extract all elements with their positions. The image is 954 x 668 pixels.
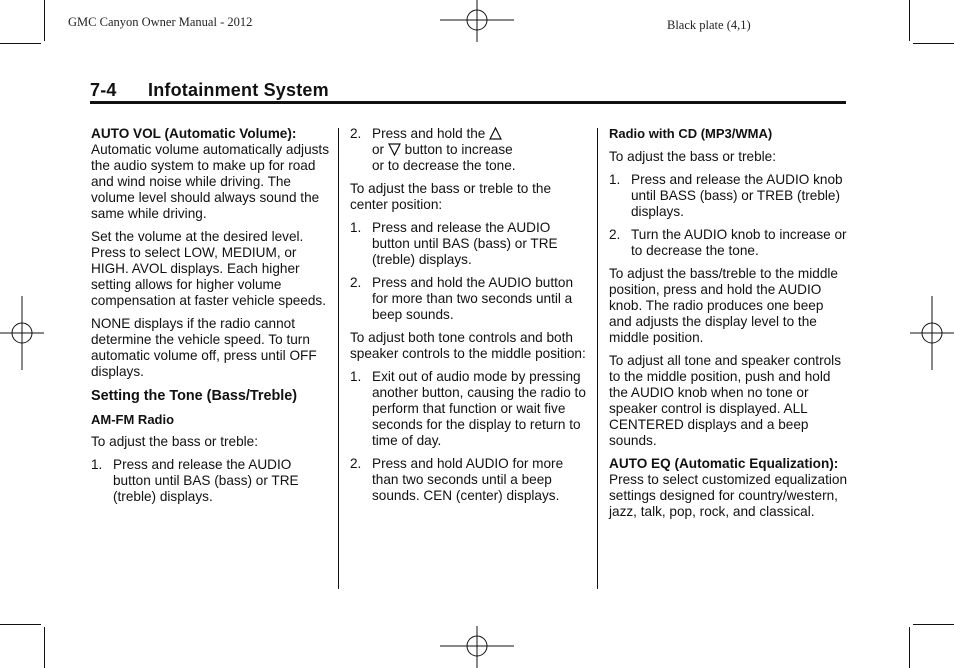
list-item: 2. Press and hold the AUDIO button for more than two seconds until a beep sounds. [350, 275, 574, 322]
manual-title: GMC Canyon Owner Manual - 2012 [68, 15, 253, 29]
crop-mark-br-v [909, 627, 910, 668]
cd-heading: Radio with CD (MP3/WMA) [609, 126, 773, 141]
list-item: 2. Press and hold the or button to increase or to decrease the tone. [350, 126, 516, 173]
middle-steps [350, 369, 588, 504]
crop-mark-tr-v [909, 0, 910, 41]
list-item: 1. Press and release the AUDIO button until BAS (bass) or TRE (treble) displays. [91, 457, 299, 504]
autoeq-paragraph [609, 456, 849, 520]
section-heading [90, 80, 329, 101]
cd-all-center-paragraph: To adjust all tone and speaker controls to the middle position, push and hold the AUDIO knob when no tone or speaker control is displayed. ALL CENTERED displays and a beep sounds. [609, 353, 841, 448]
section-number: 7-4 [90, 80, 117, 100]
section-title: Infotainment System [148, 80, 329, 100]
autoeq-text: Press to select customized equalization settings designed for country/western, jazz, talk, pop, rock, and classical. [609, 472, 848, 519]
amfm-heading: AM-FM Radio [91, 412, 175, 427]
crop-mark-bl-v [44, 627, 45, 668]
center-intro: To adjust the bass or treble to the center position: [350, 181, 552, 212]
list-item: 1. Press and release the AUDIO knob until BASS (bass) or TREB (treble) displays. [609, 172, 843, 219]
crop-mark-tr-h [913, 43, 954, 44]
column-divider-1 [338, 128, 339, 589]
tone-heading: Setting the Tone (Bass/Treble) [91, 388, 298, 404]
triangle-down-icon [388, 143, 401, 156]
none-paragraph: NONE displays if the radio cannot determine the vehicle speed. To turn automatic volume off, press until OFF displays. [91, 316, 317, 379]
plate-label: Black plate (4,1) [667, 18, 751, 32]
crop-mark-tl-v [44, 0, 45, 41]
adjust-intro: To adjust the bass or treble: [91, 434, 258, 449]
crop-mark-bl-h [0, 624, 41, 625]
crop-mark-br-h [913, 624, 954, 625]
registration-mark-left [0, 296, 44, 370]
cd-adjust-intro: To adjust the bass or treble: [609, 149, 776, 164]
amfm-steps [91, 457, 331, 505]
heading-rule [90, 101, 846, 104]
cd-steps [609, 172, 849, 259]
registration-mark-top [440, 0, 514, 42]
autovol-term: AUTO VOL (Automatic Volume): [91, 126, 297, 141]
autovol-text: Automatic volume automatically adjusts the audio system to make up for road and wind noise while driving. The volume level should always sound the same while driving. [91, 142, 329, 221]
volume-paragraph: Set the volume at the desired level. Press to select LOW, MEDIUM, or HIGH. AVOL displays. Each higher setting allows for higher volume compensation at faster vehicle speeds. [91, 229, 327, 308]
middle-intro: To adjust both tone controls and both speaker controls to the middle position: [350, 330, 586, 361]
list-item: 1. Exit out of audio mode by pressing another button, causing the radio to perform that function or wait five seconds for the display to return to time of day. [350, 369, 586, 448]
column-divider-2 [597, 128, 598, 589]
crop-mark-tl-h [0, 43, 41, 44]
amfm-steps-continued [350, 126, 588, 174]
registration-mark-bottom [440, 626, 514, 668]
list-item: 2. Press and hold AUDIO for more than two seconds until a beep sounds. CEN (center) displays. [350, 456, 564, 503]
triangle-up-icon [489, 127, 502, 140]
column-3 [609, 126, 849, 527]
column-1 [91, 126, 331, 512]
autoeq-term: AUTO EQ (Automatic Equalization): [609, 456, 839, 471]
cd-middle-paragraph: To adjust the bass/treble to the middle position, press and hold the AUDIO knob. The radio produces one beep and adjusts the display level to the middle position. [609, 266, 838, 345]
list-item: 1. Press and release the AUDIO button until BAS (bass) or TRE (treble) displays. [350, 220, 558, 267]
registration-mark-right [910, 296, 954, 370]
column-2 [350, 126, 588, 511]
center-steps [350, 220, 588, 323]
list-item: 2. Turn the AUDIO knob to increase or to decrease the tone. [609, 227, 847, 258]
autovol-paragraph [91, 126, 331, 222]
